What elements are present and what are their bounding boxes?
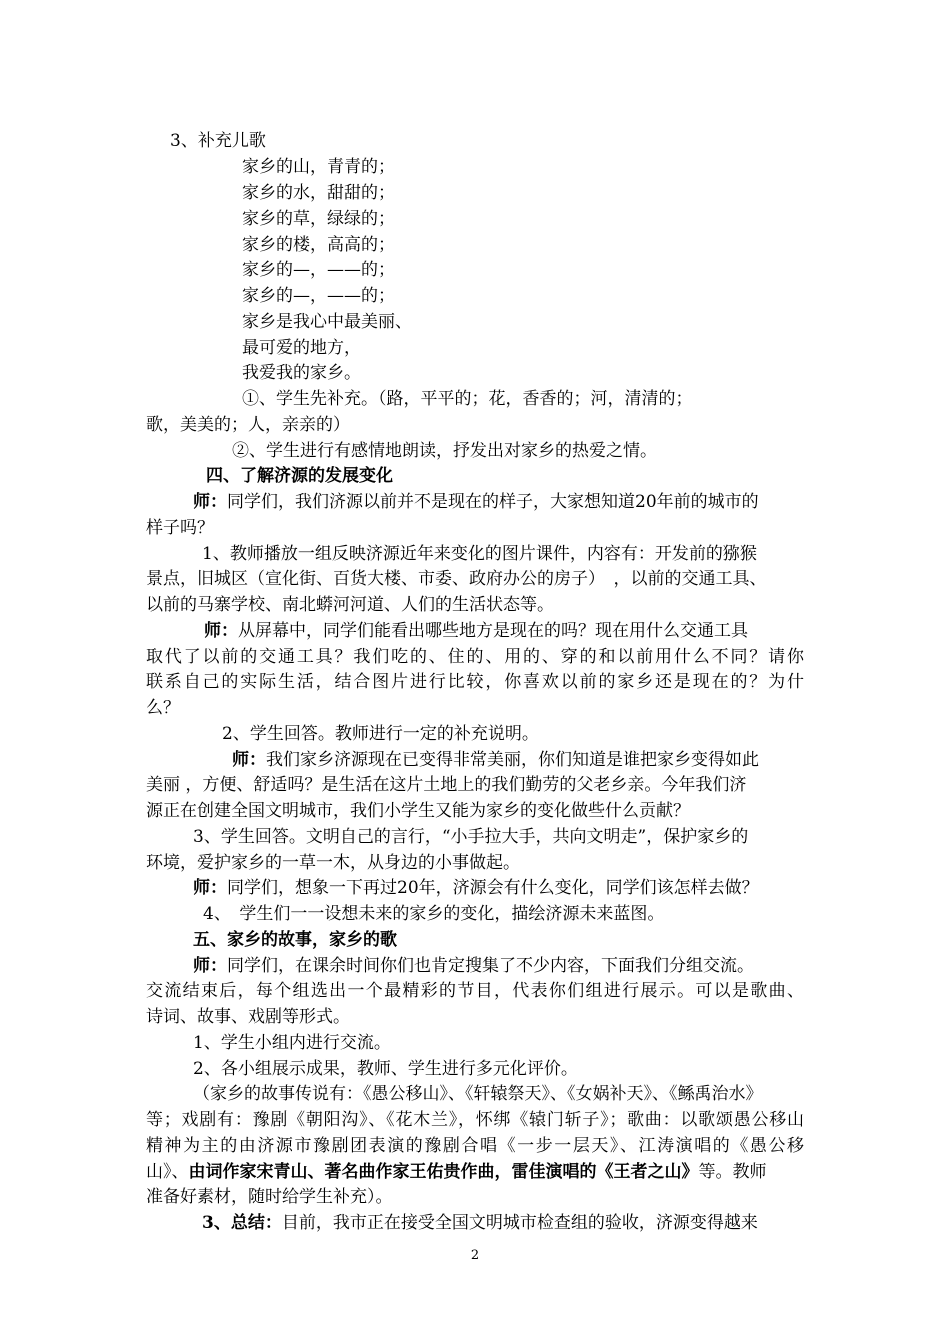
teacher-label: 师：: [193, 956, 227, 976]
paragraph-line: 诗词、故事、戏剧等形式。: [146, 1007, 350, 1027]
paragraph-line: 师：我们家乡济源现在已变得非常美丽，你们知道是谁把家乡变得如此: [232, 750, 759, 770]
paragraph-line: 等；戏剧有：豫剧《朝阳沟》、《花木兰》，怀绑《辕门斩子》；歌曲：以歌颂愚公移山: [146, 1110, 804, 1130]
paragraph-line: 美丽 ，方便、舒适吗？是生活在这片土地上的我们勤劳的父老乡亲。今年我们济: [146, 775, 747, 795]
poem-line: 家乡的—，——的；: [242, 286, 395, 306]
paragraph-line: 环境，爱护家乡的一草一木，从身边的小事做起。: [146, 853, 520, 873]
poem-line: 我爱我的家乡。: [242, 363, 361, 383]
paragraph-line: 4、 学生们一一设想未来的家乡的变化，描绘济源未来蓝图。: [203, 904, 665, 924]
section-heading-5: 五、家乡的故事，家乡的歌: [193, 930, 397, 950]
paragraph-line: 取代了以前的交通工具？我们吃的、住的、用的、穿的和以前用什么不同？请你: [146, 647, 804, 667]
paragraph-line: 3、学生回答。文明自己的言行，“小手拉大手，共向文明走”，保护家乡的: [193, 827, 749, 847]
paragraph-line: ①、学生先补充。（路，平平的；花，香香的；河，清清的；: [242, 389, 693, 409]
section-heading-3: 3、补充儿歌: [170, 131, 266, 151]
paragraph-line: 联系自己的实际生活，结合图片进行比较，你喜欢以前的家乡还是现在的？为什: [146, 672, 804, 692]
paragraph-line: （家乡的故事传说有：《愚公移山》、《轩辕祭天》、《女娲补天》、《鲧禹治水》: [193, 1084, 763, 1104]
paragraph-line: 以前的马寨学校、南北蟒河河道、人们的生活状态等。: [146, 595, 554, 615]
poem-line: 家乡的楼，高高的；: [242, 235, 395, 255]
section-heading-4: 四、了解济源的发展变化: [206, 466, 393, 486]
paragraph-line: 精神为主的由济源市豫剧团表演的豫剧合唱《一步一层天》、江涛演唱的《愚公移: [146, 1136, 804, 1156]
paragraph-line: 1、学生小组内进行交流。: [193, 1033, 391, 1053]
poem-line: 家乡的山，青青的；: [242, 157, 395, 177]
paragraph-line: 师：同学们，想象一下再过20年，济源会有什么变化，同学们该怎样去做？: [193, 878, 759, 898]
paragraph-line: 景点，旧城区（宣化街、百货大楼、市委、政府办公的房子） ，以前的交通工具、: [146, 569, 767, 589]
paragraph-line: 1、教师播放一组反映济源近年来变化的图片课件，内容有：开发前的猕猴: [202, 544, 757, 564]
paragraph-line: 师：同学们，我们济源以前并不是现在的样子，大家想知道20年前的城市的: [193, 492, 759, 512]
poem-line: 家乡是我心中最美丽、: [242, 312, 412, 332]
teacher-label: 师：: [204, 621, 238, 641]
paragraph-line: 么？: [146, 698, 180, 718]
paragraph-line: 2、学生回答。教师进行一定的补充说明。: [222, 724, 539, 744]
paragraph-line: ②、学生进行有感情地朗读，抒发出对家乡的热爱之情。: [232, 441, 657, 461]
paragraph-line: 交流结束后，每个组选出一个最精彩的节目，代表你们组进行展示。可以是歌曲、: [146, 981, 804, 1001]
poem-line: 家乡的草，绿绿的；: [242, 209, 395, 229]
paragraph-line: 源正在创建全国文明城市，我们小学生又能为家乡的变化做些什么贡献？: [146, 801, 690, 821]
teacher-label: 师：: [193, 492, 227, 512]
paragraph-line: 样子吗？: [146, 518, 214, 538]
teacher-label: 师：: [193, 878, 227, 898]
poem-line: 最可爱的地方，: [242, 338, 361, 358]
paragraph-line: 师：从屏幕中，同学们能看出哪些地方是现在的吗？现在用什么交通工具: [204, 621, 748, 641]
paragraph-line: 准备好素材，随时给学生补充）。: [146, 1187, 393, 1207]
page-number: 2: [470, 1248, 480, 1263]
paragraph-line: 2、各小组展示成果，教师、学生进行多元化评价。: [193, 1059, 578, 1079]
summary-label: 3、总结：: [202, 1213, 282, 1233]
paragraph-line: 歌，美美的；人，亲亲的）: [146, 415, 350, 435]
paragraph-line: 师：同学们，在课余时间你们也肯定搜集了不少内容，下面我们分组交流。: [193, 956, 754, 976]
paragraph-line: 山》、由词作家宋青山、著名曲作家王佑贵作曲，雷佳演唱的《王者之山》等。教师: [146, 1162, 767, 1182]
poem-line: 家乡的—，——的；: [242, 260, 395, 280]
teacher-label: 师：: [232, 750, 266, 770]
poem-line: 家乡的水，甜甜的；: [242, 183, 395, 203]
paragraph-line: 3、总结：目前，我市正在接受全国文明城市检查组的验收，济源变得越来: [202, 1213, 758, 1233]
